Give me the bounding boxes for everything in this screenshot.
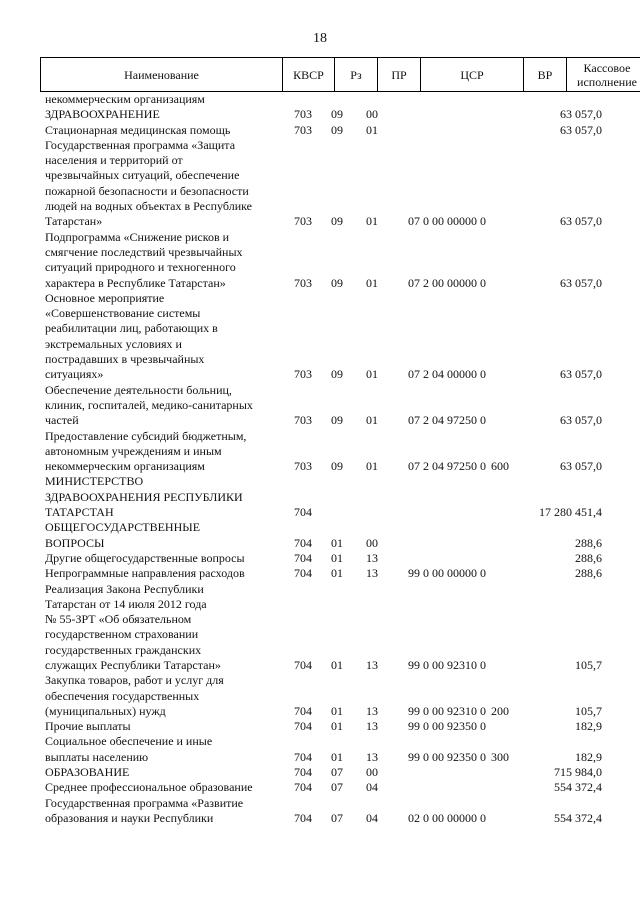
table-row [0,719,640,734]
cell-name [45,673,273,719]
cell-rz: 09 [331,275,343,290]
cell-name [45,107,273,122]
cell-name [45,383,273,429]
cell-pr: 01 [366,459,378,474]
cell-name-line: некоммерческим организациям [45,92,205,106]
column-header-kvsr: КВСР [283,58,335,92]
cell-name [45,230,273,291]
cell-name-line: ОБЩЕГОСУДАРСТВЕННЫЕ [45,520,201,535]
cell-name-line: ситуаций природного и техногенного [45,260,236,275]
cell-name-line: смягчение последствий чрезвычайных [45,244,243,259]
cell-kvsr: 703 [294,413,312,428]
table-row [0,765,640,780]
cell-rz: 09 [331,459,343,474]
cell-pr: 13 [366,719,378,734]
table-row [0,551,640,566]
cell-name-line: Прочие выплаты [45,719,131,734]
cell-name-line: Реализация Закона Республики [45,581,204,596]
cell-csr: 99 0 00 00000 0 [408,566,486,581]
cell-name [45,765,273,780]
cell-name [45,429,273,475]
column-header-name: Наименование [41,58,283,92]
cell-name-line: образования и науки Республики [45,810,214,825]
cell-name [45,92,273,107]
cell-name-line: Предоставление субсидий бюджетным, [45,428,247,443]
cell-cash-execution: 63 057,0 [560,459,602,474]
cell-name [45,138,273,230]
cell-pr: 01 [366,122,378,137]
cell-rz: 09 [331,107,343,122]
cell-name-line: пожарной безопасности и безопасности [45,183,249,198]
cell-name-line: Непрограммные направления расходов [45,566,245,581]
cell-kvsr: 703 [294,367,312,382]
cell-name-line: характера в Республике Татарстан» [45,275,226,290]
table-row [0,474,640,520]
cell-kvsr: 704 [294,749,312,764]
cell-name-line: Социальное обеспечение и иные [45,734,213,749]
cell-name-line: клиник, госпиталей, медико-санитарных [45,397,253,412]
cell-name-line: реабилитации лиц, работающих в [45,321,218,336]
cell-csr: 07 2 04 97250 0 [408,459,486,474]
table-header [40,57,640,92]
cell-name-line: Среднее профессиональное образование [45,780,253,795]
cell-pr: 01 [366,367,378,382]
cell-kvsr: 704 [294,657,312,672]
cell-kvsr: 703 [294,214,312,229]
cell-rz: 09 [331,367,343,382]
cell-name [45,566,273,581]
cell-pr: 13 [366,703,378,718]
cell-rz: 07 [331,765,343,780]
cell-kvsr: 704 [294,719,312,734]
cell-name-line: «Совершенствование системы [45,306,201,321]
cell-cash-execution: 554 372,4 [554,780,602,795]
cell-name-line: Подпрограмма «Снижение рисков и [45,229,230,244]
table-row [0,383,640,429]
cell-rz: 07 [331,780,343,795]
cell-name-line: государственных гражданских [45,642,202,657]
cell-pr: 00 [366,765,378,780]
cell-name [45,291,273,383]
cell-rz: 01 [331,657,343,672]
cell-name-line: Стационарная медицинская помощь [45,122,231,137]
cell-name [45,520,273,551]
cell-name-line: Обеспечение деятельности больниц, [45,382,232,397]
cell-cash-execution: 17 280 451,4 [539,505,602,520]
cell-cash-execution: 63 057,0 [560,107,602,122]
cell-csr: 99 0 00 92310 0 [408,703,486,718]
cell-name-line: людей на водных объектах в Республике [45,199,252,214]
cell-name-line: Другие общегосударственные вопросы [45,550,245,565]
cell-csr: 99 0 00 92310 0 [408,657,486,672]
cell-cash-execution: 288,6 [575,550,602,565]
cell-csr: 07 0 00 00000 0 [408,214,486,229]
cell-name-line: Татарстан от 14 июля 2012 года [45,596,207,611]
cell-cash-execution: 715 984,0 [554,765,602,780]
cell-rz: 01 [331,550,343,565]
table-row [0,780,640,795]
cell-cash-execution: 63 057,0 [560,367,602,382]
cell-rz: 01 [331,566,343,581]
cell-cash-execution: 63 057,0 [560,413,602,428]
cell-pr: 13 [366,657,378,672]
cell-pr: 13 [366,749,378,764]
cell-name [45,474,273,520]
cell-name-line: автономным учреждениям и иным [45,443,222,458]
cell-csr: 07 2 04 00000 0 [408,367,486,382]
cell-name-line: ЗДРАВООХРАНЕНИЕ [45,107,160,122]
cell-name [45,123,273,138]
cell-name-line: Татарстан» [45,214,103,229]
cell-kvsr: 704 [294,535,312,550]
table-row [0,138,640,230]
page-number: 18 [313,31,327,46]
cell-rz: 09 [331,413,343,428]
column-header-csr: ЦСР [421,58,524,92]
table-row [0,123,640,138]
cell-kvsr: 704 [294,765,312,780]
cell-rz: 09 [331,122,343,137]
cell-kvsr: 703 [294,107,312,122]
cell-pr: 04 [366,780,378,795]
cell-name-line: экстремальных условиях и [45,336,182,351]
cell-name-line: государственном страховании [45,627,199,642]
table-row [0,92,640,107]
cell-name [45,582,273,674]
cell-name [45,719,273,734]
cell-csr: 07 2 04 97250 0 [408,413,486,428]
cell-cash-execution: 554 372,4 [554,810,602,825]
cell-name [45,796,273,827]
cell-pr: 01 [366,214,378,229]
table-row [0,673,640,719]
cell-cash-execution: 288,6 [575,566,602,581]
cell-csr: 99 0 00 92350 0 [408,749,486,764]
cell-rz: 07 [331,810,343,825]
cell-name-line: пострадавших в чрезвычайных [45,352,205,367]
cell-cash-execution: 182,9 [575,749,602,764]
table-row [0,291,640,383]
cell-vr: 300 [491,749,509,764]
table-body [0,92,640,826]
table-row [0,230,640,291]
cell-pr: 00 [366,107,378,122]
cell-name-line: ЗДРАВООХРАНЕНИЯ РЕСПУБЛИКИ [45,489,243,504]
cell-name-line: МИНИСТЕРСТВО [45,474,144,489]
cell-kvsr: 703 [294,122,312,137]
cell-kvsr: 704 [294,505,312,520]
cell-rz: 01 [331,719,343,734]
cell-pr: 00 [366,535,378,550]
cell-name-line: Государственная программа «Развитие [45,795,244,810]
cell-kvsr: 704 [294,703,312,718]
table-row [0,734,640,765]
cell-name-line: ОБРАЗОВАНИЕ [45,765,130,780]
cell-kvsr: 704 [294,550,312,565]
cell-name-line: (муниципальных) нужд [45,703,166,718]
cell-kvsr: 704 [294,566,312,581]
cell-pr: 01 [366,413,378,428]
cell-kvsr: 703 [294,275,312,290]
cell-pr: 01 [366,275,378,290]
cell-cash-execution: 105,7 [575,657,602,672]
cell-name-line: населения и территорий от [45,153,183,168]
cell-name-line: выплаты населению [45,749,149,764]
cell-rz: 01 [331,703,343,718]
cell-kvsr: 704 [294,810,312,825]
cell-kvsr: 703 [294,459,312,474]
cell-name [45,780,273,795]
cell-name-line: чрезвычайных ситуаций, обеспечение [45,168,240,183]
cell-name-line: Закупка товаров, работ и услуг для [45,673,224,688]
column-header-rz: Рз [335,58,378,92]
cell-name-line: ВОПРОСЫ [45,535,105,550]
cell-pr: 13 [366,566,378,581]
cell-name-line: некоммерческим организациям [45,459,205,474]
cell-cash-execution: 182,9 [575,719,602,734]
column-header-pr: ПР [378,58,421,92]
cell-rz: 01 [331,535,343,550]
cell-name [45,551,273,566]
cell-pr: 04 [366,810,378,825]
table-row [0,429,640,475]
cell-name-line: обеспечения государственных [45,688,200,703]
cell-vr: 200 [491,703,509,718]
cell-name [45,734,273,765]
cell-csr: 02 0 00 00000 0 [408,810,486,825]
cell-cash-execution: 63 057,0 [560,214,602,229]
cell-name-line: ситуациях» [45,367,104,382]
cell-cash-execution: 63 057,0 [560,275,602,290]
table-row [0,520,640,551]
cell-cash-execution: 105,7 [575,703,602,718]
column-header-vr: ВР [524,58,567,92]
cell-name-line: ТАТАРСТАН [45,505,114,520]
cell-name-line: Государственная программа «Защита [45,137,236,152]
cell-kvsr: 704 [294,780,312,795]
cell-cash-execution: 63 057,0 [560,122,602,137]
cell-pr: 13 [366,550,378,565]
cell-csr: 99 0 00 92350 0 [408,719,486,734]
cell-name-line: служащих Республики Татарстан» [45,657,221,672]
cell-cash-execution: 288,6 [575,535,602,550]
column-header-cash-execution: Кассовое исполнение [567,58,640,92]
table-row [0,796,640,827]
cell-vr: 600 [491,459,509,474]
cell-rz: 09 [331,214,343,229]
cell-name-line: Основное мероприятие [45,290,165,305]
table-row [0,107,640,122]
cell-name-line: частей [45,413,79,428]
cell-name-line: № 55-ЗРТ «Об обязательном [45,612,192,627]
cell-rz: 01 [331,749,343,764]
table-row [0,566,640,581]
cell-csr: 07 2 00 00000 0 [408,275,486,290]
table-row [0,582,640,674]
